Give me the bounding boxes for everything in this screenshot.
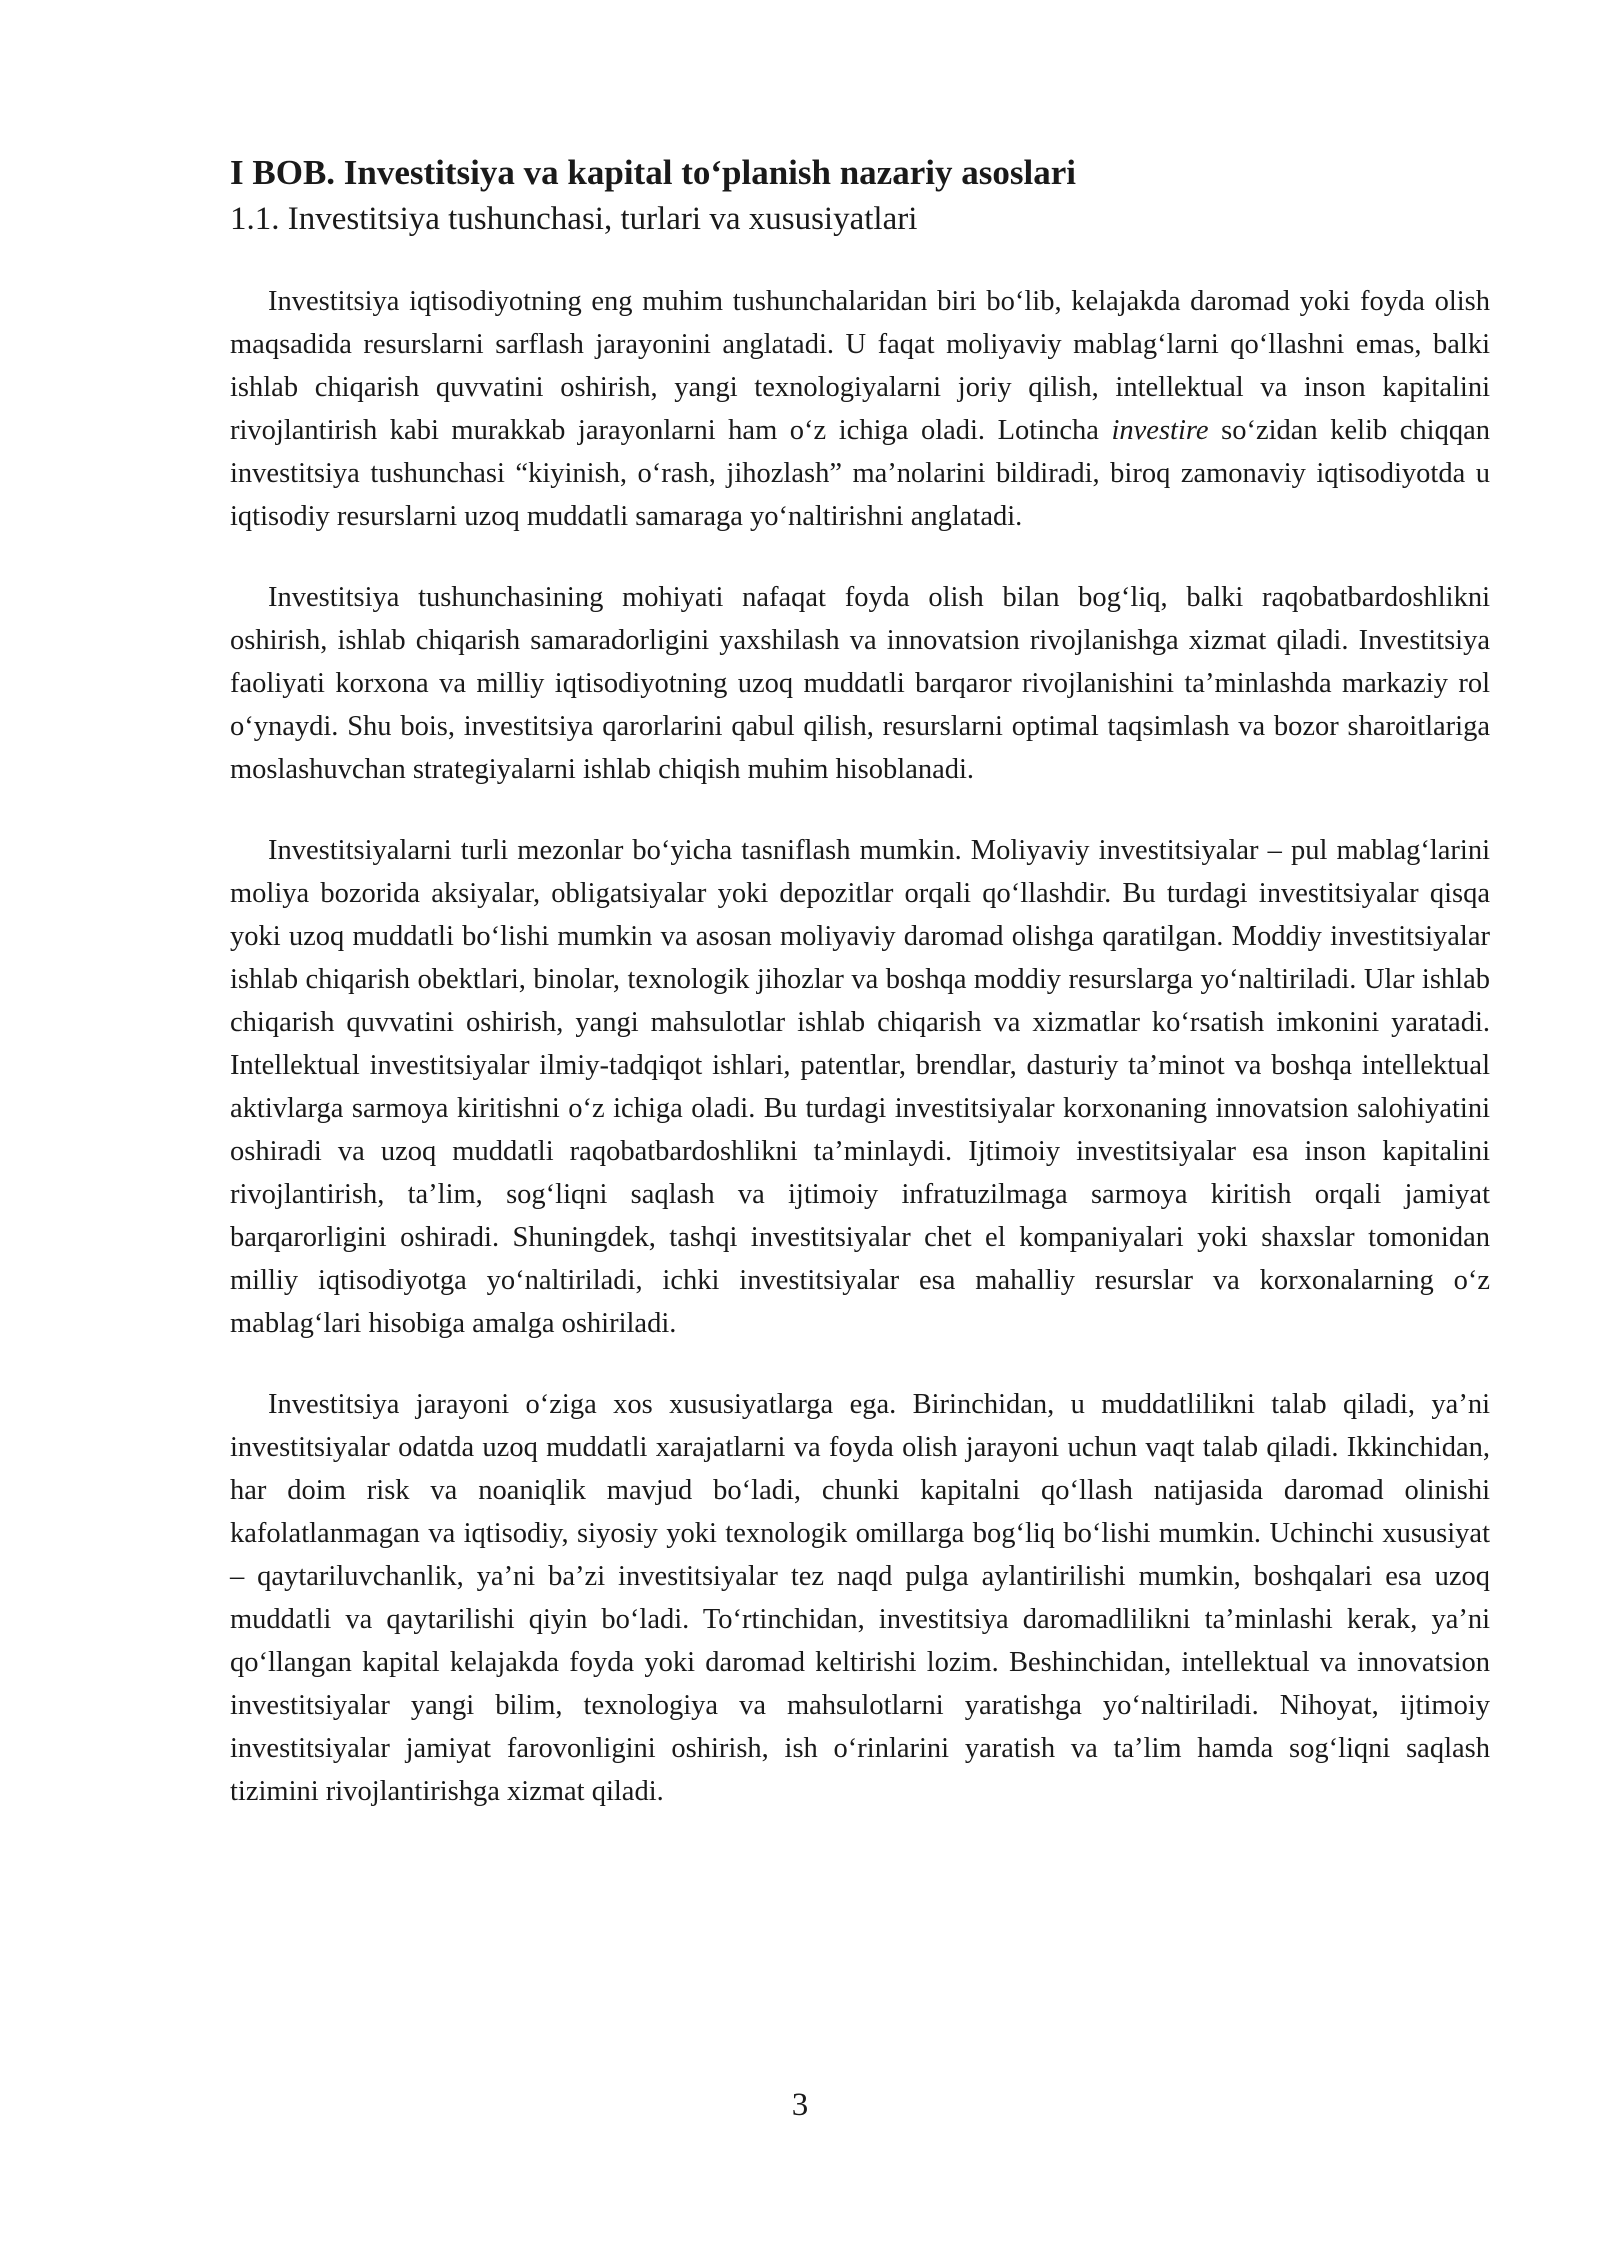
paragraph-4: Investitsiya jarayoni o‘ziga xos xususiyatlarga ega. Birinchidan, u muddatlilikni talab qiladi, ya’ni investitsiyalar odatda uzoq muddatli xarajatlarni va foyda olish jarayoni uchun vaqt talab qiladi. Ikkinchidan, har doim risk va noaniqlik mavjud bo‘ladi, chunki kapitalni qo‘llash natijasida daromad olinishi kafolatlanmagan va iqtisodiy, siyosiy yoki texnologik omillarga bog‘liq bo‘lishi mumkin. Uchinchi xususiyat – qaytariluvchanlik, ya’ni ba’zi investitsiyalar tez naqd pulga aylantirilishi mumkin, boshqalari esa uzoq muddatli va qaytarilishi qiyin bo‘ladi. To‘rtinchidan, investitsiya daromadlilikni ta’minlashi kerak, ya’ni qo‘llangan kapital kelajakda foyda yoki daromad keltirishi lozim. Beshinchidan, intellektual va innovatsion investitsiyalar yangi bilim, texnologiya va mahsulotlarni yaratishga yo‘naltiriladi. Nihoyat, ijtimoiy investitsiyalar jamiyat farovonligini oshirish, ish o‘rinlarini yaratish va ta’lim hamda sog‘liqni saqlash tizimini rivojlantirishga xizmat qiladi. bbox=[230, 1389, 1490, 1807]
paragraph-2: Investitsiya tushunchasining mohiyati nafaqat foyda olish bilan bog‘liq, balki raqobatbardoshlikni oshirish, ishlab chiqarish samaradorligini yaxshilash va innovatsion rivojlanishga xizmat qiladi. Investitsiya faoliyati korxona va milliy iqtisodiyotning uzoq muddatli barqaror rivojlanishini ta’minlashda markaziy rol o‘ynaydi. Shu bois, investitsiya qarorlarini qabul qilish, resurslarni optimal taqsimlash va bozor sharoitlariga moslashuvchan strategiyalarni ishlab chiqish muhim hisoblanadi. bbox=[230, 582, 1490, 785]
paragraph-3: Investitsiyalarni turli mezonlar bo‘yicha tasniflash mumkin. Moliyaviy investitsiyalar – pul mablag‘larini moliya bozorida aksiyalar, obligatsiyalar yoki depozitlar orqali qo‘llashdir. Bu turdagi investitsiyalar qisqa yoki uzoq muddatli bo‘lishi mumkin va asosan moliyaviy daromad olishga qaratilgan. Moddiy investitsiyalar ishlab chiqarish obektlari, binolar, texnologik jihozlar va boshqa moddiy resurslarga yo‘naltiriladi. Ular ishlab chiqarish quvvatini oshirish, yangi mahsulotlar ishlab chiqarish va xizmatlar ko‘rsatish imkonini yaratadi. Intellektual investitsiyalar ilmiy-tadqiqot ishlari, patentlar, brendlar, dasturiy ta’minot va boshqa intellektual aktivlarga sarmoya kiritishni o‘z ichiga oladi. Bu turdagi investitsiyalar korxonaning innovatsion salohiyatini oshiradi va uzoq muddatli raqobatbardoshlikni ta’minlaydi. Ijtimoiy investitsiyalar esa inson kapitalini rivojlantirish, ta’lim, sog‘liqni saqlash va ijtimoiy infratuzilmaga sarmoya kiritish orqali jamiyat barqarorligini oshiradi. Shuningdek, tashqi investitsiyalar chet el kompaniyalari yoki shaxslar tomonidan milliy iqtisodiyotga yo‘naltiriladi, ichki investitsiyalar esa mahalliy resurslar va korxonalarning o‘z mablag‘lari hisobiga amalga oshiriladi. bbox=[230, 835, 1490, 1339]
paragraph-1-text-start: Investitsiya iqtisodiyotning eng muhim tushunchalaridan biri bo‘lib, kelajakda daromad yoki foyda olish maqsadida resurslarni sarflash jarayonini anglatadi. U faqat moliyaviy mablag‘larni qo‘llashni emas, balki ishlab chiqarish quvvatini oshirish, yangi texnologiyalarni joriy qilish, intellektual va inson kapitalini rivojlantirish kabi murakkab jarayonlarni ham o‘z ichiga oladi. Lotincha bbox=[230, 286, 1490, 446]
chapter-title: I BOB. Investitsiya va kapital to‘planish nazariy asoslari bbox=[230, 153, 1076, 192]
paragraph-1-text-end: so‘zidan kelib chiqqan investitsiya tushunchasi “kiyinish, o‘rash, jihozlash” ma’nolarini bildiradi, biroq zamonaviy iqtisodiyotda u iqtisodiy resurslarni uzoq muddatli samaraga yo‘naltirishni anglatadi. bbox=[230, 415, 1490, 532]
italic-term: investire bbox=[1111, 415, 1209, 446]
section-title: 1.1. Investitsiya tushunchasi, turlari va xususiyatlari bbox=[230, 201, 918, 237]
paragraph-1 bbox=[230, 280, 1490, 538]
page-number: 3 bbox=[791, 2087, 809, 2123]
document-page bbox=[230, 150, 1490, 1851]
